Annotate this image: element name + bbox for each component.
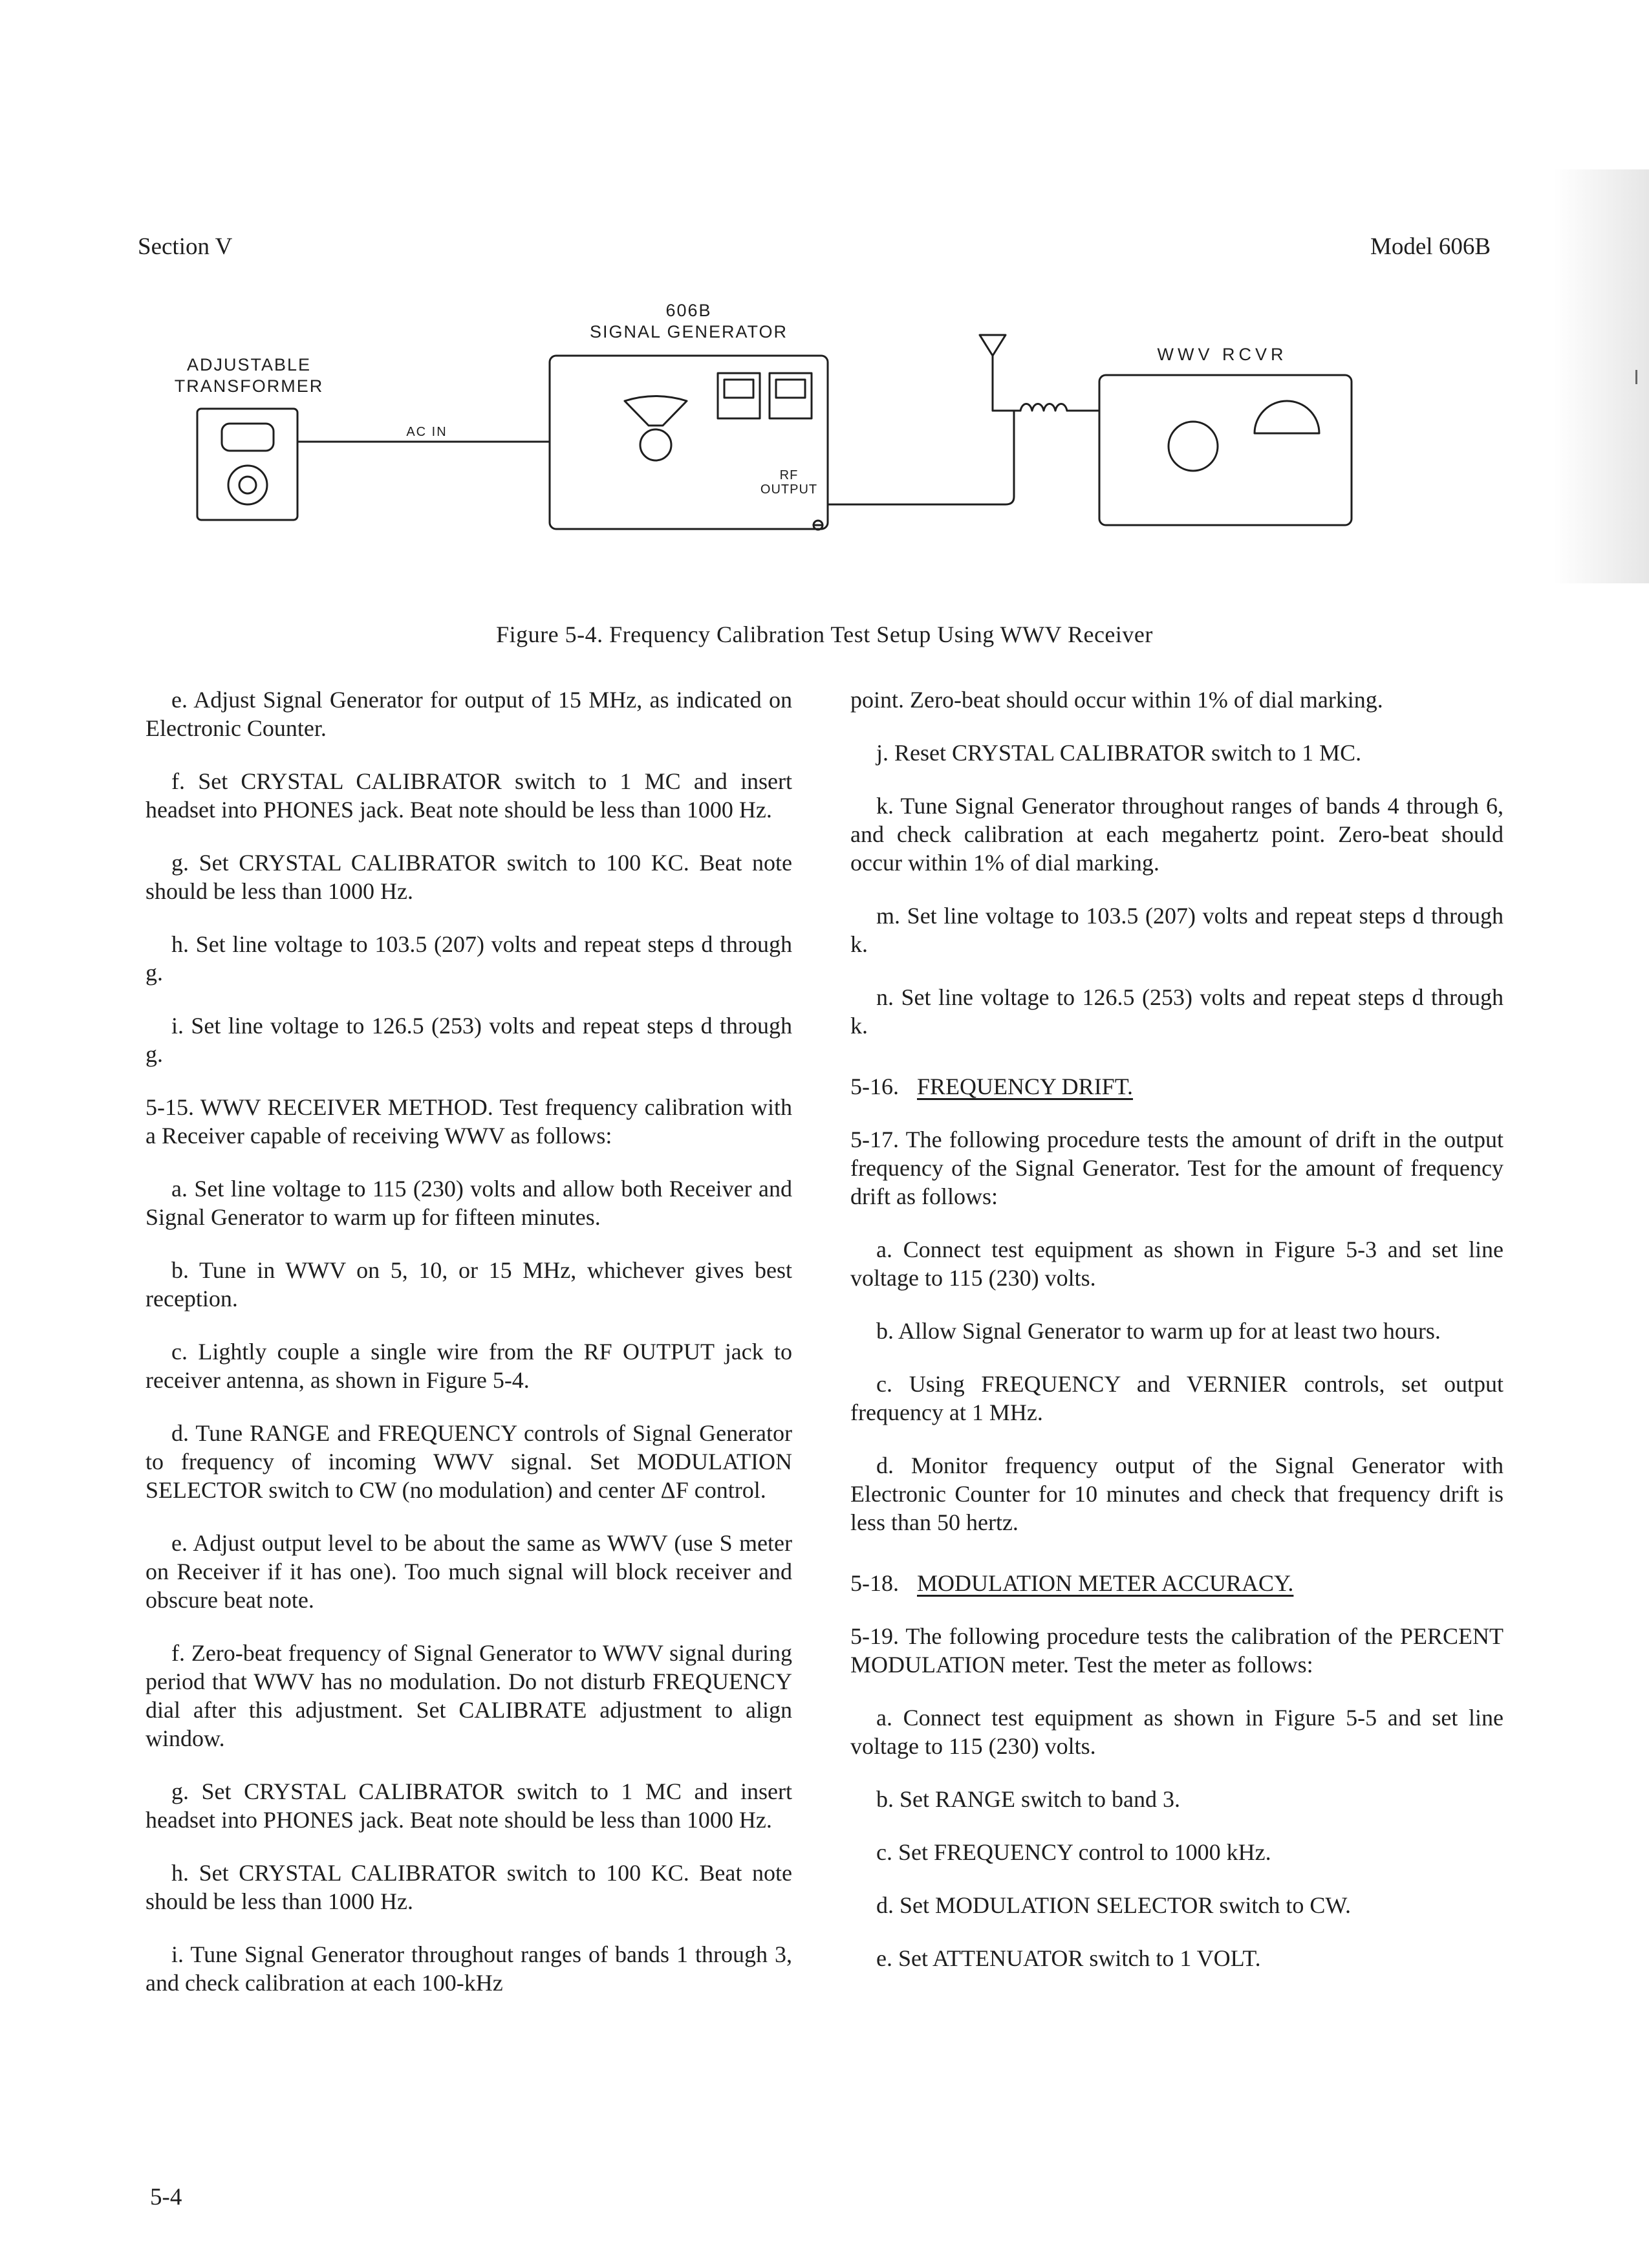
rf-output-cable xyxy=(828,411,1014,504)
wwv-step-i-cont: point. Zero-beat should occur within 1% of dial marking. xyxy=(850,687,1383,713)
generator-dial xyxy=(625,396,687,426)
generator-knob xyxy=(640,429,671,460)
wwv-step-j: j. Reset CRYSTAL CALIBRATOR switch to 1 MC. xyxy=(876,740,1362,766)
ac-in-label: AC IN xyxy=(406,425,447,439)
page-edge-mark xyxy=(1635,370,1637,384)
wwv-step-a: a. Set line voltage to 115 (230) volts and allow both Receiver and Signal Generator to warm up for fifteen minutes. xyxy=(146,1176,792,1230)
page-edge-shadow xyxy=(1553,169,1649,583)
coupling-coil xyxy=(1020,404,1067,411)
drift-step-a: a. Connect test equipment as shown in Figure 5-3 and set line voltage to 115 (230) volts. xyxy=(850,1237,1503,1291)
wwv-step-i: i. Tune Signal Generator throughout ranges of bands 1 through 3, and check calibration at each 100-kHz xyxy=(146,1941,792,1996)
step-h: h. Set line voltage to 103.5 (207) volts and repeat steps d through g. xyxy=(146,931,792,986)
page-number: 5-4 xyxy=(150,2184,182,2210)
wwv-step-c: c. Lightly couple a single wire from the RF OUTPUT jack to receiver antenna, as shown in Figure 5-4. xyxy=(146,1339,792,1393)
wwv-step-k: k. Tune Signal Generator throughout ranges of bands 4 through 6, and check calibration at each megahertz point. Zero-beat should occur within 1% of dial marking. xyxy=(850,793,1503,876)
drift-step-c: c. Using FREQUENCY and VERNIER controls, set output frequency at 1 MHz. xyxy=(850,1371,1503,1425)
section-5-17: 5-17. The following procedure tests the amount of drift in the output frequency of the Signal Generator. Test for the amount of frequency drift as follows: xyxy=(850,1127,1503,1209)
wwv-step-n: n. Set line voltage to 126.5 (253) volts and repeat steps d through k. xyxy=(850,984,1503,1039)
generator-meter-2 xyxy=(776,380,805,398)
transformer-window xyxy=(222,424,274,451)
signal-generator-box xyxy=(550,356,828,530)
mod-step-d: d. Set MODULATION SELECTOR switch to CW. xyxy=(876,1892,1352,1918)
transformer-knob xyxy=(228,466,267,504)
transformer-label: ADJUSTABLE TRANSFORMER xyxy=(174,355,324,396)
figure-5-4-diagram xyxy=(162,291,1390,556)
wwv-step-f: f. Zero-beat frequency of Signal Generator to WWV signal during period that WWV has no modulation. Do not disturb FREQUENCY dial after this adjustment. Set CALIBRATE adjustment to align window. xyxy=(146,1640,792,1751)
right-column xyxy=(850,686,1503,1997)
receiver-antenna xyxy=(980,335,1099,411)
receiver-dial xyxy=(1255,401,1319,433)
receiver-label: WWV RCVR xyxy=(1157,345,1288,364)
wwv-step-h: h. Set CRYSTAL CALIBRATOR switch to 100 KC. Beat note should be less than 1000 Hz. xyxy=(146,1860,792,1914)
left-column xyxy=(146,686,792,2022)
section-header: Section V xyxy=(138,233,233,260)
section-5-18-title: MODULATION METER ACCURACY. xyxy=(917,1570,1294,1596)
rf-output-label: RF OUTPUT xyxy=(760,468,818,497)
wwv-receiver-box xyxy=(1099,375,1352,525)
wwv-step-g: g. Set CRYSTAL CALIBRATOR switch to 1 MC and insert headset into PHONES jack. Beat note should be less than 1000 Hz. xyxy=(146,1778,792,1833)
figure-caption: Figure 5-4. Frequency Calibration Test Setup Using WWV Receiver xyxy=(496,621,1153,647)
section-5-16-title: FREQUENCY DRIFT. xyxy=(917,1074,1134,1099)
model-header: Model 606B xyxy=(1370,233,1491,260)
wwv-step-b: b. Tune in WWV on 5, 10, or 15 MHz, whichever gives best reception. xyxy=(146,1257,792,1312)
generator-meter-1 xyxy=(724,380,753,398)
adjustable-transformer-box xyxy=(197,409,297,520)
step-f: f. Set CRYSTAL CALIBRATOR switch to 1 MC and insert headset into PHONES jack. Beat note should be less than 1000 Hz. xyxy=(146,768,792,823)
step-i: i. Set line voltage to 126.5 (253) volts and repeat steps d through g. xyxy=(146,1013,792,1067)
step-g: g. Set CRYSTAL CALIBRATOR switch to 100 KC. Beat note should be less than 1000 Hz. xyxy=(146,850,792,904)
section-5-16-heading xyxy=(850,1072,1503,1101)
mod-step-c: c. Set FREQUENCY control to 1000 kHz. xyxy=(876,1839,1271,1865)
section-5-16-number: 5-16. xyxy=(850,1074,899,1099)
wwv-step-e: e. Adjust output level to be about the same as WWV (use S meter on Receiver if it has one). Too much signal will block receiver and obscure beat note. xyxy=(146,1530,792,1613)
section-5-18-heading xyxy=(850,1569,1503,1597)
wwv-step-d: d. Tune RANGE and FREQUENCY controls of Signal Generator to frequency of incoming WWV signal. Set MODULATION SELECTOR switch to CW (no modulation) and center ΔF control. xyxy=(146,1420,792,1503)
mod-step-e: e. Set ATTENUATOR switch to 1 VOLT. xyxy=(876,1945,1261,1971)
mod-step-a: a. Connect test equipment as shown in Figure 5-5 and set line voltage to 115 (230) volts. xyxy=(850,1705,1503,1759)
wwv-step-m: m. Set line voltage to 103.5 (207) volts and repeat steps d through k. xyxy=(850,903,1503,957)
section-5-19: 5-19. The following procedure tests the calibration of the PERCENT MODULATION meter. Test the meter as follows: xyxy=(850,1623,1503,1678)
receiver-knob xyxy=(1169,422,1218,471)
section-5-18-number: 5-18. xyxy=(850,1570,899,1596)
generator-label: 606B SIGNAL GENERATOR xyxy=(589,301,788,341)
drift-step-d: d. Monitor frequency output of the Signal Generator with Electronic Counter for 10 minutes and check that frequency drift is less than 50 hertz. xyxy=(850,1453,1503,1535)
section-5-15: 5-15. WWV RECEIVER METHOD. Test frequency calibration with a Receiver capable of receiving WWV as follows: xyxy=(146,1094,792,1149)
drift-step-b: b. Allow Signal Generator to warm up for at least two hours. xyxy=(876,1318,1441,1344)
step-e: e. Adjust Signal Generator for output of 15 MHz, as indicated on Electronic Counter. xyxy=(146,687,792,741)
mod-step-b: b. Set RANGE switch to band 3. xyxy=(876,1786,1180,1812)
